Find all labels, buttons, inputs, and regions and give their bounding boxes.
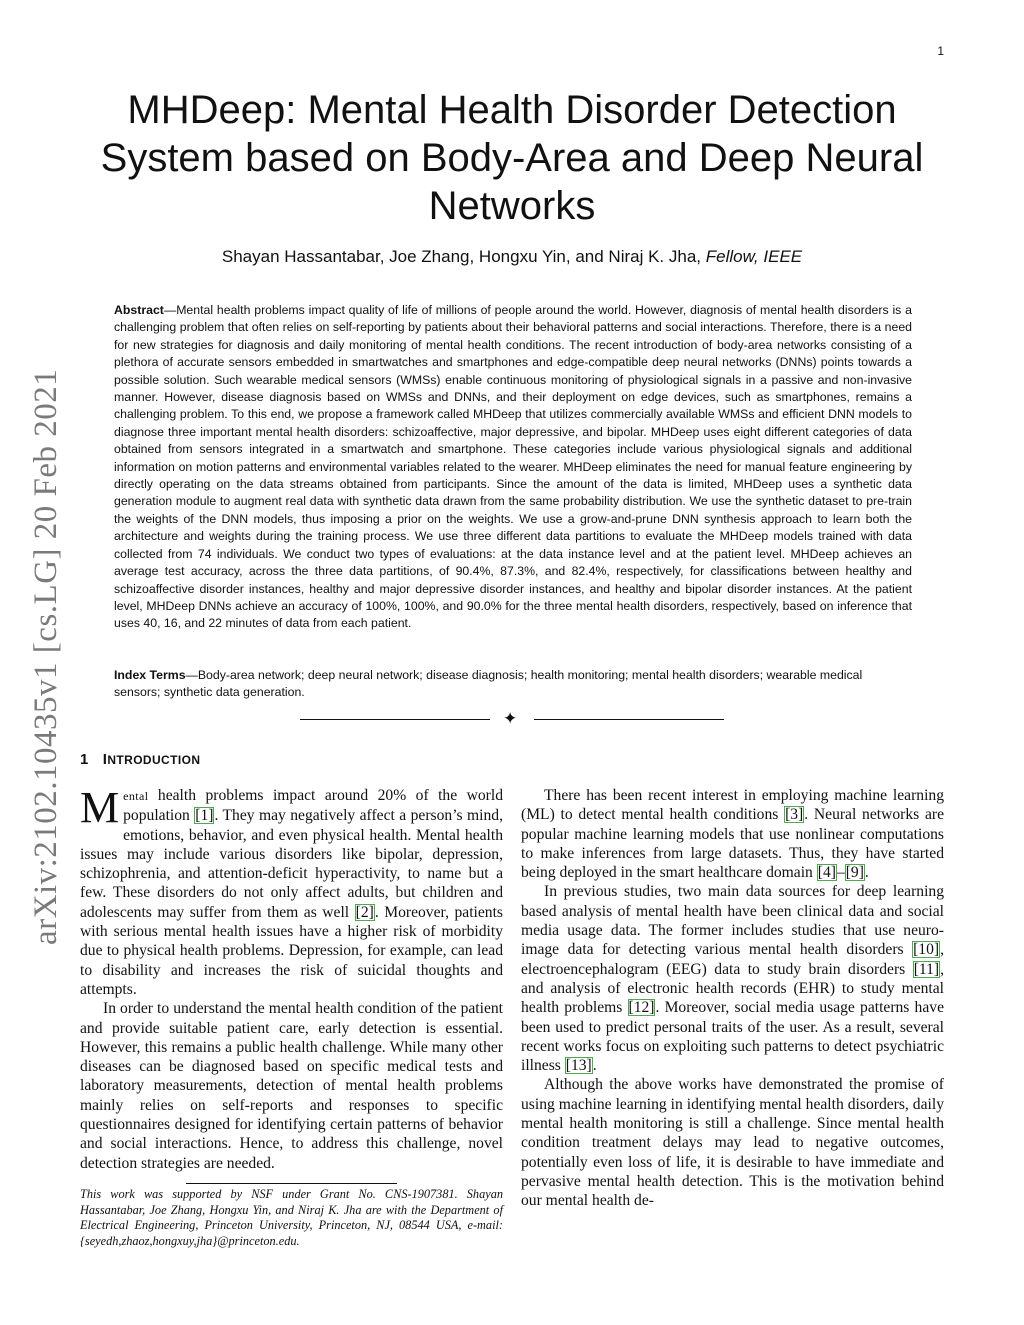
divider-line-right — [534, 719, 724, 720]
text-run: . Moreover, social media usage patterns have been used to predict personal traits of the user. As a result, several recent works focus on exploiting such patterns to detect psychiatric illness — [521, 999, 944, 1075]
author-affiliation: Fellow, IEEE — [705, 247, 803, 266]
intro-paragraph-2: In order to understand the mental health condition of the patient and provide suitable patient care, early detection is essential. However, this remains a public health challenge. While many other diseases can be diagnosed based on specific medical tests and laboratory measurements, detection of mental health problems mainly relies on self-reports and responses to specific questionnaires designed for identifying certain patterns of behavior and social interactions. Hence, to address this challenge, novel detection strategies are needed. — [80, 1000, 503, 1172]
citation-link[interactable]: [2] — [355, 903, 374, 921]
intro-paragraph-1 — [80, 783, 503, 999]
abstract — [114, 302, 912, 633]
citation-link[interactable]: [9] — [845, 864, 864, 882]
author-names: Shayan Hassantabar, Joe Zhang, Hongxu Yin, and Niraj K. Jha, — [221, 247, 702, 266]
intro-paragraph-4 — [521, 882, 944, 1075]
text-run: , electroencephalogram (EEG) data to study brain disorders — [521, 941, 944, 978]
index-terms-label: Index Terms — [114, 668, 186, 682]
section-number: 1 — [80, 751, 89, 768]
author-list — [90, 247, 934, 267]
section-divider — [300, 711, 724, 727]
text-run: – — [836, 864, 845, 882]
citation-link[interactable]: [10] — [913, 941, 940, 959]
right-text-column — [521, 786, 944, 1211]
drop-cap: M — [80, 783, 120, 832]
citation-link[interactable]: [12] — [628, 999, 655, 1017]
index-terms-text: —Body-area network; deep neural network; disease diagnosis; health monitoring; mental health disorders; wearable medical sensors; synthetic data generation. — [114, 668, 863, 700]
smallcaps-word: ental — [123, 789, 149, 803]
intro-paragraph-5: Although the above works have demonstrated the promise of using machine learning in identifying mental health disorders, daily mental health monitoring is still a challenge. Since mental health condition treatment delays may lead to negative outcomes, potentially even loss of life, it is desirable to have immediate and pervasive mental health detection. This is the motivation behind our mental health de- — [521, 1076, 944, 1210]
text-run: . — [864, 864, 869, 882]
text-run: . Moreover, patients with serious mental health issues have a higher risk of morbidity due to physical health problems. Depression, for example, can lead to disability and increases the risk of suicidal thoughts and attempts. — [80, 903, 503, 998]
index-terms — [114, 667, 912, 702]
section-heading-introduction — [80, 751, 200, 768]
intro-paragraph-3 — [521, 786, 944, 882]
citation-link[interactable]: [13] — [565, 1057, 592, 1075]
citation-link[interactable]: [11] — [913, 960, 940, 978]
paper-title: MHDeep: Mental Health Disorder Detection System based on Body-Area and Deep Neural Networks — [100, 88, 924, 228]
divider-line-left — [300, 719, 490, 720]
arxiv-identifier-stamp: arXiv:2102.10435v1 [cs.LG] 20 Feb 2021 — [28, 368, 64, 945]
section-title-rest: NTRODUCTION — [107, 753, 201, 767]
divider-star-icon: ✦ — [503, 709, 518, 728]
text-run: There has been recent interest in employing machine learning (ML) to detect mental health conditions — [521, 787, 944, 824]
footnote-rule — [186, 1183, 397, 1184]
citation-link[interactable]: [3] — [785, 806, 804, 824]
text-run: . Neural networks are popular machine learning models that use nonlinear computations to make inferences from large datasets. Thus, they have started being deployed in the smart healthcare domain — [521, 806, 944, 882]
footnote: This work was supported by NSF under Grant No. CNS-1907381. Shayan Hassantabar, Joe Zhang, Hongxu Yin, and Niraj K. Jha are with the Department of Electrical Engineering, Princeton University, Princeton, NJ, 08544 USA, e-mail:{seyedh,zhaoz,hongxuy,jha}@princeton.edu. — [80, 1187, 503, 1249]
abstract-label: Abstract — [114, 303, 164, 317]
page-number: 1 — [937, 44, 944, 58]
text-run: , and analysis of electronic health records (EHR) to study mental health problems — [521, 960, 944, 1017]
citation-link[interactable]: [4] — [817, 864, 836, 882]
citation-link[interactable]: [1] — [195, 807, 214, 825]
left-text-column — [80, 783, 503, 1173]
abstract-text: —Mental health problems impact quality of life of millions of people around the world. However, diagnosis of mental health disorders is a challenging problem that often relies on self-reporting by patients about their behavioral patterns and social interactions. Therefore, there is a need for new strategies for diagnosis and daily monitoring of mental health conditions. The recent introduction of body-area networks consisting of a plethora of accurate sensors embedded in smartwatches and smartphones and edge-compatible deep neural networks (DNNs) points towards a possible solution. Such wearable medical sensors (WMSs) enable continuous monitoring of physiological signals in a passive and non-invasive manner. However, disease diagnosis based on WMSs and DNNs, and their deployment on edge devices, such as smartphones, remains a challenging problem. To this end, we propose a framework called MHDeep that utilizes commercially available WMSs and efficient DNN models to diagnose three important mental health disorders: schizoaffective, major depressive, and bipolar. MHDeep uses eight different categories of data obtained from sensors integrated in a smartwatch and smartphone. These categories include various physiological signals and additional information on motion patterns and environmental variables related to the wearer. MHDeep eliminates the need for manual feature engineering by directly operating on the data streams obtained from participants. Since the amount of the data is limited, MHDeep uses a synthetic data generation module to augment real data with synthetic data drawn from the same probability distribution. We use the synthetic dataset to pre-train the weights of the DNN models, thus imposing a prior on the weights. We use a grow-and-prune DNN synthesis approach to learn both the architecture and weights during the training process. We use three different data partitions to evaluate the MHDeep models trained with data collected from 74 individuals. We conduct two types of evaluations: at the data instance level and at the patient level. MHDeep achieves an average test accuracy, across the three data partitions, of 90.4%, 87.3%, and 82.4%, respectively, for classifications between healthy and schizoaffective disorder instances, healthy and major depressive disorder instances, and healthy and bipolar disorder instances. At the patient level, MHDeep DNNs achieve an accuracy of 100%, 100%, and 90.0% for the three mental health disorders, respectively, based on inference that uses 40, 16, and 22 minutes of data from each patient. — [114, 303, 912, 631]
text-run: . — [592, 1057, 597, 1075]
text-run: health problems impact around 20% of the world population — [123, 787, 503, 825]
section-title-initial: I — [102, 751, 108, 768]
text-run: In previous studies, two main data sources for deep learning based analysis of mental health have been clinical data and social media usage data. The former includes studies that use neuro-image data for detecting various mental health disorders — [521, 883, 944, 959]
text-run: . They may negatively affect a person’s mind, emotions, behavior, and even physical health. Mental health issues may include various disorders like bipolar, depression, schizophrenia, and attention-deficit hyperactivity, to name but a few. These disorders do not only affect adults, but children and adolescents may suffer from them as well — [80, 807, 503, 921]
